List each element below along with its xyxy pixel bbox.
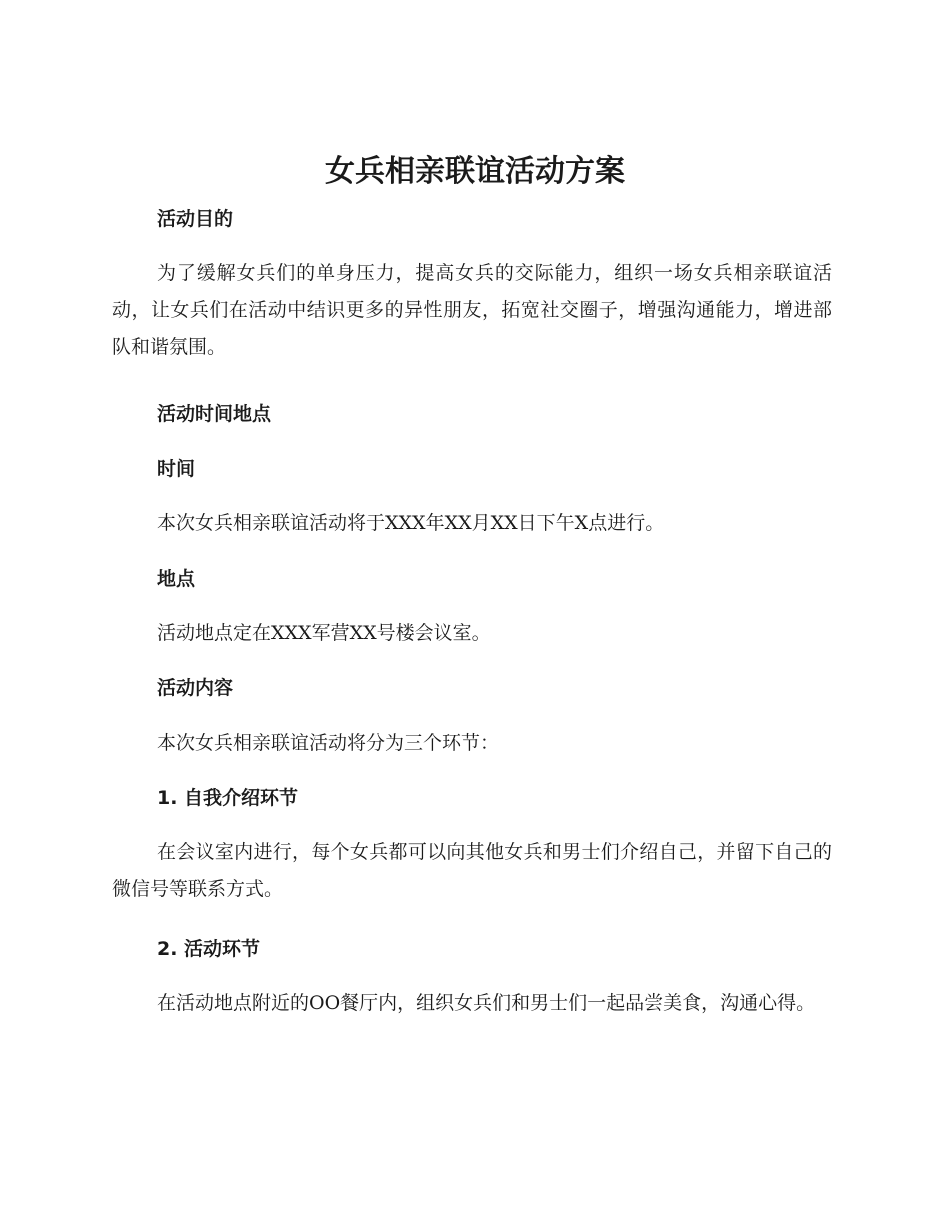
document-title: 女兵相亲联谊活动方案 (325, 154, 625, 189)
paragraph-segment-2: 在活动地点附近的OO餐厅内，组织女兵们和男士们一起品尝美食，沟通心得。 (157, 992, 816, 1014)
section-heading-time-place: 活动时间地点 (157, 403, 272, 425)
paragraph-purpose: 为了缓解女兵们的单身压力，提高女兵的交际能力，组织一场女兵相亲联谊活动，让女兵们在活动中结识更多的异性朋友，拓宽社交圈子，增强沟通能力，增进部队和谐氛围。 (112, 262, 832, 358)
paragraph-time: 本次女兵相亲联谊活动将于XXX年XX月XX日下午X点进行。 (157, 512, 665, 534)
section-heading-content: 活动内容 (157, 677, 234, 699)
subheading-time: 时间 (157, 458, 196, 480)
paragraph-place: 活动地点定在XXX军营XX号楼会议室。 (157, 622, 491, 644)
section-heading-purpose: 活动目的 (157, 208, 234, 230)
subheading-place: 地点 (157, 568, 196, 590)
paragraph-segment-1: 在会议室内进行，每个女兵都可以向其他女兵和男士们介绍自己，并留下自己的微信号等联系方式。 (112, 841, 832, 900)
subheading-segment-1: 1. 自我介绍环节 (157, 787, 299, 809)
subheading-segment-2: 2. 活动环节 (157, 938, 261, 960)
paragraph-content-intro: 本次女兵相亲联谊活动将分为三个环节： (157, 732, 500, 754)
